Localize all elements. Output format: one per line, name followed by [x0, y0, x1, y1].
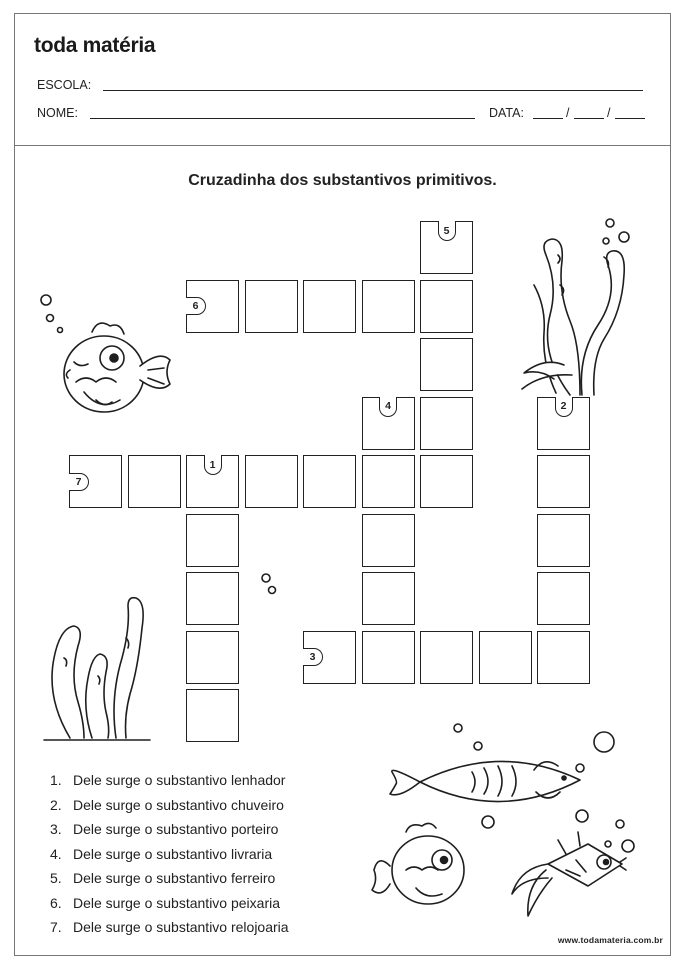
clue-item: 2. Dele surge o substantivo chuveiro [50, 796, 284, 813]
crossword-cell[interactable] [245, 455, 298, 508]
crossword-cell[interactable] [362, 514, 415, 567]
fish-icon [36, 290, 186, 420]
crossword-cell[interactable] [537, 397, 590, 450]
crossword-cell[interactable] [362, 631, 415, 684]
clue-number-tab: 5 [438, 221, 456, 241]
brand-logo: toda matéria [34, 34, 156, 57]
crossword-cell[interactable] [362, 397, 415, 450]
date-month-field[interactable] [574, 118, 604, 119]
clue-number-tab: 6 [186, 297, 206, 315]
fish-icon [380, 720, 650, 930]
clue-number-tab: 3 [303, 648, 323, 666]
clue-item: 1. Dele surge o substantivo lenhador [50, 772, 286, 788]
bubble-icon [258, 570, 282, 600]
clue-item: 6. Dele surge o substantivo peixaria [50, 894, 281, 911]
crossword-cell[interactable] [420, 338, 473, 391]
clue-number-tab: 7 [69, 473, 89, 491]
clues-list [50, 768, 289, 940]
crossword-cell[interactable] [537, 572, 590, 625]
crossword-cell[interactable] [420, 221, 473, 274]
crossword-cell[interactable] [186, 689, 239, 742]
crossword-cell[interactable] [186, 280, 239, 333]
crossword-cell[interactable] [128, 455, 181, 508]
date-separator: / [566, 106, 570, 120]
date-day-field[interactable] [533, 118, 563, 119]
name-label: NOME: [37, 106, 78, 120]
crossword-cell[interactable] [537, 455, 590, 508]
crossword-cell[interactable] [537, 514, 590, 567]
clue-item: 3. Dele surge o substantivo porteiro [50, 821, 279, 837]
school-field[interactable] [103, 90, 643, 91]
crossword-cell[interactable] [303, 280, 356, 333]
crossword-cell[interactable] [186, 514, 239, 567]
crossword-cell[interactable] [303, 455, 356, 508]
crossword-cell[interactable] [186, 455, 239, 508]
crossword-cell[interactable] [303, 631, 356, 684]
crossword-cell[interactable] [420, 631, 473, 684]
clue-number-tab: 4 [379, 397, 397, 417]
footer-url: www.todamateria.com.br [557, 935, 663, 945]
header-divider [14, 145, 671, 146]
crossword-cell[interactable] [537, 631, 590, 684]
clue-item: 5. Dele surge o substantivo ferreiro [50, 870, 276, 886]
crossword-cell[interactable] [420, 280, 473, 333]
clue-number-tab: 1 [204, 455, 222, 475]
clue-number-tab: 2 [555, 397, 573, 417]
crossword-cell[interactable] [186, 631, 239, 684]
crossword-cell[interactable] [362, 572, 415, 625]
date-label: DATA: [489, 106, 524, 120]
name-field[interactable] [90, 118, 475, 119]
crossword-cell[interactable] [362, 280, 415, 333]
date-year-field[interactable] [615, 118, 645, 119]
seaweed-icon [510, 215, 640, 400]
seaweed-icon [40, 598, 155, 748]
clue-item: 4. Dele surge o substantivo livraria [50, 845, 273, 862]
crossword-cell[interactable] [420, 397, 473, 450]
school-label: ESCOLA: [37, 78, 92, 92]
clue-item: 7. Dele surge o substantivo relojoaria [50, 919, 289, 935]
crossword-cell[interactable] [69, 455, 122, 508]
crossword-cell[interactable] [186, 572, 239, 625]
crossword-cell[interactable] [420, 455, 473, 508]
date-separator: / [607, 106, 611, 120]
crossword-cell[interactable] [479, 631, 532, 684]
crossword-cell[interactable] [362, 455, 415, 508]
crossword-cell[interactable] [245, 280, 298, 333]
page-title: Cruzadinha dos substantivos primitivos. [188, 172, 497, 189]
